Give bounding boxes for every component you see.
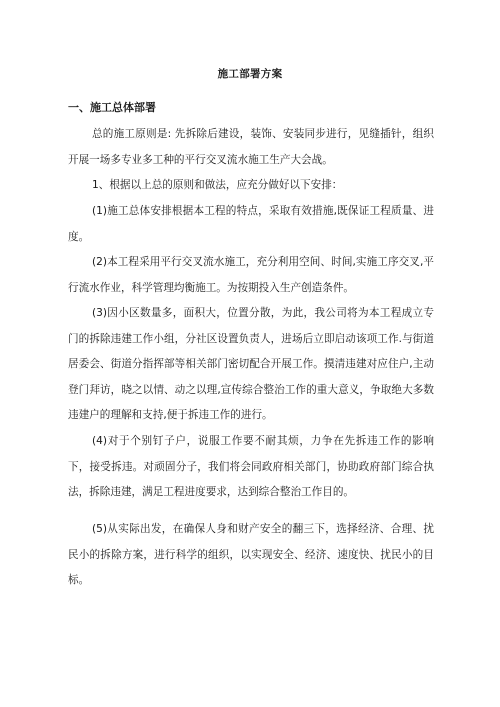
section-heading: 一、施工总体部署 bbox=[68, 101, 156, 114]
paragraph-point-1: 1、根据以上总的原则和做法，应充分做好以下安排： bbox=[92, 179, 343, 191]
paragraph-principle: 总的施工原则是: 先拆除后建设，装饰、安装同步进行，见缝插针，组织开展一场多专业多工种的平行交叉流水施工生产大会战。 bbox=[68, 128, 434, 166]
paragraph-item-1: (1)施工总体安排根据本工程的特点，采取有效措施,既保证工程质量、进度。 bbox=[68, 205, 434, 243]
paragraph-item-3: (3)因小区数量多，面积大，位置分散，为此，我公司将为本工程成立专门的拆除违建工作小组，分社区设置负责人，进场后立即启动该项工作.与街道居委会、街道分指挥部等相关部门密切配合开展工作。摸清违建对应住户,主动登门拜访，晓之以情、动之以理,宣传综合整治工作的重大意义，争取绝大多数违建户的理解和支持,便于拆违工作的进行。 bbox=[68, 307, 434, 421]
paragraph-item-4: (4)对于个别钉子户，说服工作要不耐其烦，力争在先拆违工作的影响下，接受拆违。对顽固分子，我们将会同政府相关部门，协助政府部门综合执法，拆除违建，满足工程进度要求，达到综合整治工作目的。 bbox=[68, 435, 434, 498]
paragraph-item-2: (2)本工程采用平行交叉流水施工，充分利用空间、时间,实施工序交叉,平行流水作业，科学管理均衡施工。为按期投入生产创造条件。 bbox=[68, 256, 434, 294]
paragraph-item-5: (5)从实际出发，在确保人身和财产安全的翻三下，选择经济、合理、扰民小的拆除方案，进行科学的组织，以实现安全、经济、速度快、扰民小的目标。 bbox=[68, 523, 434, 586]
document-title: 施工部署方案 bbox=[217, 68, 283, 80]
